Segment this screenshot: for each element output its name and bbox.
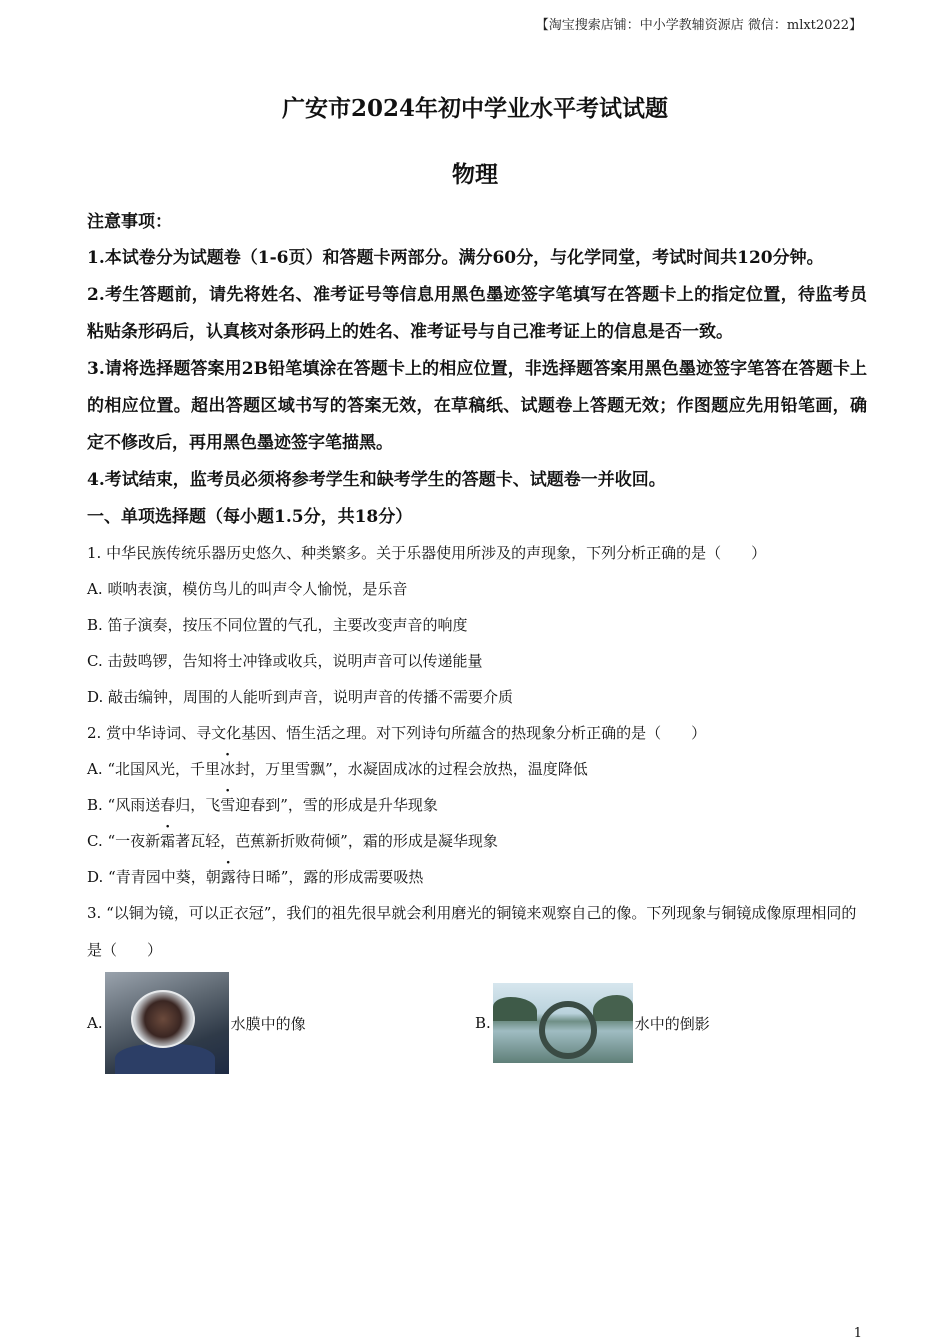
question-1-option-d: D. 敲击编钟，周围的人能听到声音，说明声音的传播不需要介质 bbox=[87, 688, 514, 706]
emphasis-char: 雪 bbox=[220, 796, 236, 814]
option-a-label: 水膜中的像 bbox=[230, 1014, 306, 1033]
option-c-text-post: 著瓦轻，芭蕉新折败荷倾”，霜的形成是凝华现象 bbox=[175, 832, 498, 850]
question-2-option-c bbox=[87, 823, 867, 859]
option-a-text-pre: A. “北国风光，千里 bbox=[87, 760, 221, 778]
option-a-text-post: 封，万里雪飘”，水凝固成冰的过程会放热，温度降低 bbox=[235, 760, 588, 778]
question-2-option-a bbox=[87, 751, 867, 787]
trees-right-shape bbox=[593, 995, 633, 1021]
question-3-stem: 3. “以铜为镜，可以正衣冠”，我们的祖先很早就会利用磨光的铜镜来观察自己的像。下列现象与铜镜成像原理相同的是（ ） bbox=[87, 904, 857, 959]
trees-left-shape bbox=[493, 997, 537, 1021]
page-number: 1 bbox=[853, 1326, 862, 1341]
option-b-text-post: 迎春到”，雪的形成是升华现象 bbox=[235, 796, 438, 814]
question-1-stem: 1. 中华民族传统乐器历史悠久、种类繁多。关于乐器使用所涉及的声现象，下列分析正确的是（ ） bbox=[87, 544, 767, 562]
option-letter-b: B. bbox=[475, 1014, 491, 1032]
header-note: 【淘宝搜索店铺：中小学教辅资源店 微信：mlxt2022】 bbox=[535, 18, 862, 33]
bridge-reflection-photo bbox=[493, 983, 633, 1063]
emphasis-char: 霜 bbox=[160, 832, 176, 850]
question-3-option-a bbox=[87, 971, 306, 1075]
exam-content bbox=[87, 204, 867, 1075]
question-2-stem: 2. 赏中华诗词、寻文化基因、悟生活之理。对下列诗句所蕴含的热现象分析正确的是（ ） bbox=[87, 724, 707, 742]
question-1-option-b: B. 笛子演奏，按压不同位置的气孔，主要改变声音的响度 bbox=[87, 616, 468, 634]
notice-item-3: 3.请将选择题答案用2B铅笔填涂在答题卡上的相应位置，非选择题答案用黑色墨迹签字笔答在答题卡上的相应位置。超出答题区域书写的答案无效，在草稿纸、试题卷上答题无效；作图题应先用铅笔画，确定不修改后，再用黑色墨迹签字笔描黑。 bbox=[87, 359, 867, 453]
option-c-text-pre: C. “一夜新 bbox=[87, 832, 161, 850]
option-b-label: 水中的倒影 bbox=[634, 1014, 710, 1033]
arch-bridge-shape bbox=[539, 1001, 597, 1059]
exam-subject: 物理 bbox=[452, 161, 498, 188]
water-film-photo bbox=[105, 972, 229, 1074]
section-heading: 一、单项选择题（每小题1.5分，共18分） bbox=[87, 507, 413, 527]
option-b-text-pre: B. “风雨送春归，飞 bbox=[87, 796, 221, 814]
astronaut-suit-shape bbox=[115, 1044, 215, 1074]
notice-item-1: 1.本试卷分为试题卷（1-6页）和答题卡两部分。满分60分，与化学同堂，考试时间共120分钟。 bbox=[87, 248, 824, 268]
notice-heading: 注意事项： bbox=[87, 212, 172, 232]
exam-title: 广安市2024年初中学业水平考试试题 bbox=[281, 95, 668, 122]
option-d-text-pre: D. “青青园中葵，朝 bbox=[87, 868, 221, 886]
notice-item-2: 2.考生答题前，请先将姓名、准考证号等信息用黑色墨迹签字笔填写在答题卡上的指定位置，待监考员粘贴条形码后，认真核对条形码上的姓名、准考证号与自己准考证上的信息是否一致。 bbox=[87, 285, 867, 342]
question-3-option-b bbox=[475, 971, 710, 1075]
emphasis-char: 冰 bbox=[220, 760, 236, 778]
question-1-option-a: A. 唢呐表演，模仿鸟儿的叫声令人愉悦，是乐音 bbox=[87, 580, 408, 598]
notice-item-4: 4.考试结束，监考员必须将参考学生和缺考学生的答题卡、试题卷一并收回。 bbox=[87, 470, 666, 490]
emphasis-char: 露 bbox=[220, 868, 236, 886]
question-2-option-d bbox=[87, 859, 867, 895]
question-1-option-c: C. 击鼓鸣锣，告知将士冲锋或收兵，说明声音可以传递能量 bbox=[87, 652, 483, 670]
question-3-image-options bbox=[87, 971, 867, 1075]
option-d-text-post: 待日晞”，露的形成需要吸热 bbox=[235, 868, 424, 886]
question-2-option-b bbox=[87, 787, 867, 823]
water-film-bubble-shape bbox=[131, 990, 195, 1048]
option-letter-a: A. bbox=[87, 1014, 103, 1032]
